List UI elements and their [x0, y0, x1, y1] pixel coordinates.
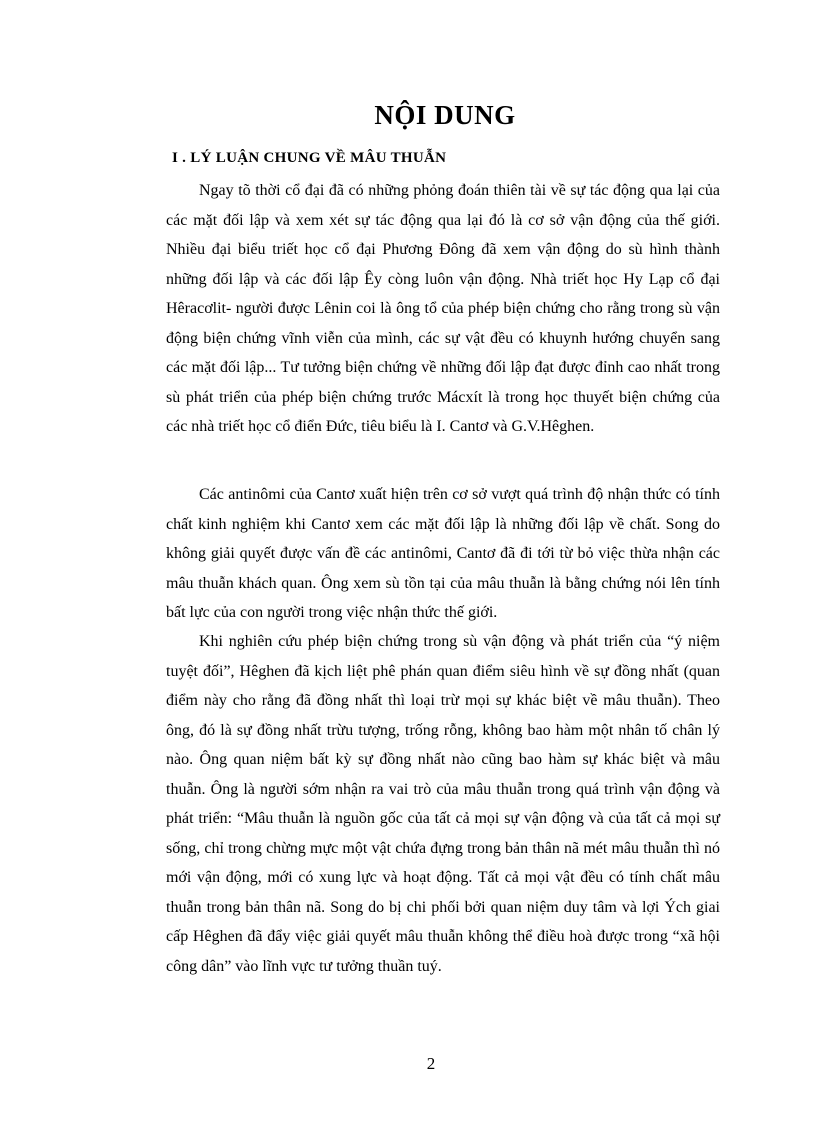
- paragraph-2: Các antinômi của Cantơ xuất hiện trên cơ sở vượt quá trình độ nhận thức có tính chất kinh nghiệm khi Cantơ xem các mặt đối lập là những đối lập về chất. Song do không giải quyết được vấn đề các antinômi, Cantơ đã đi tới từ bỏ việc thừa nhận các mâu thuẫn khách quan. Ông xem sù tồn tại của mâu thuẫn là bằng chứng nói lên tính bất lực của con người trong việc nhận thức thế giới.: [166, 486, 720, 621]
- paragraph-1: Ngay tõ thời cổ đại đã có những phỏng đoán thiên tài về sự tác động qua lại của các mặt đối lập và xem xét sự tác động qua lại đó là cơ sở vận động của thế giới. Nhiều đại biểu triết học cổ đại Phương Đông đã xem vận động do sù hình thành những đối lập và các đối lập Êy còng luôn vận động. Nhà triết học Hy Lạp cổ đại Hêracơlit- người được Lênin coi là ông tổ của phép biện chứng cho rằng trong sù vận động biện chứng vĩnh viễn của mình, các sự vật đều có khuynh hướng chuyển sang các mặt đối lập... Tư tưởng biện chứng về những đối lập đạt được đỉnh cao nhất trong sù phát triển của phép biện chứng trước Mácxít là trong học thuyết biện chứng của các nhà triết học cổ điển Đức, tiêu biểu là I. Cantơ và G.V.Hêghen.: [166, 182, 720, 435]
- section-heading: I . LÝ LUẬN CHUNG VỀ MÂU THUẪN: [172, 150, 447, 166]
- page-number: 2: [426, 1054, 436, 1073]
- paragraph-3: Khi nghiên cứu phép biện chứng trong sù vận động và phát triển của “ý niệm tuyệt đối”, Hêghen đã kịch liệt phê phán quan điểm siêu hình về sự đồng nhất (quan điểm này cho rằng đã đồng nhất thì loại trừ mọi sự khác biệt về mâu thuẫn). Theo ông, đó là sự đồng nhất trừu tượng, trống rỗng, không bao hàm một nhân tố chân lý nào. Ông quan niệm bất kỳ sự đồng nhất nào cũng bao hàm sự khác biệt và mâu thuẫn. Ông là người sớm nhận ra vai trò của mâu thuẫn trong quá trình vận động và phát triển: “Mâu thuẫn là nguồn gốc của tất cả mọi sự vận động và của tất cả mọi sự sống, chỉ trong chừng mực một vật chứa đựng trong bản thân nã mét mâu thuẫn thì nó mới vận động, mới có xung lực và hoạt động. Tất cả mọi vật đều có tính chất mâu thuẫn trong bản thân nã. Song do bị chi phối bởi quan niệm duy tâm và lợi Ých giai cấp Hêghen đã đẩy việc giải quyết mâu thuẫn không thể điều hoà được trong “xã hội công dân” vào lĩnh vực tư tưởng thuần tuý.: [166, 633, 720, 975]
- page-title: NỘI DUNG: [374, 100, 516, 130]
